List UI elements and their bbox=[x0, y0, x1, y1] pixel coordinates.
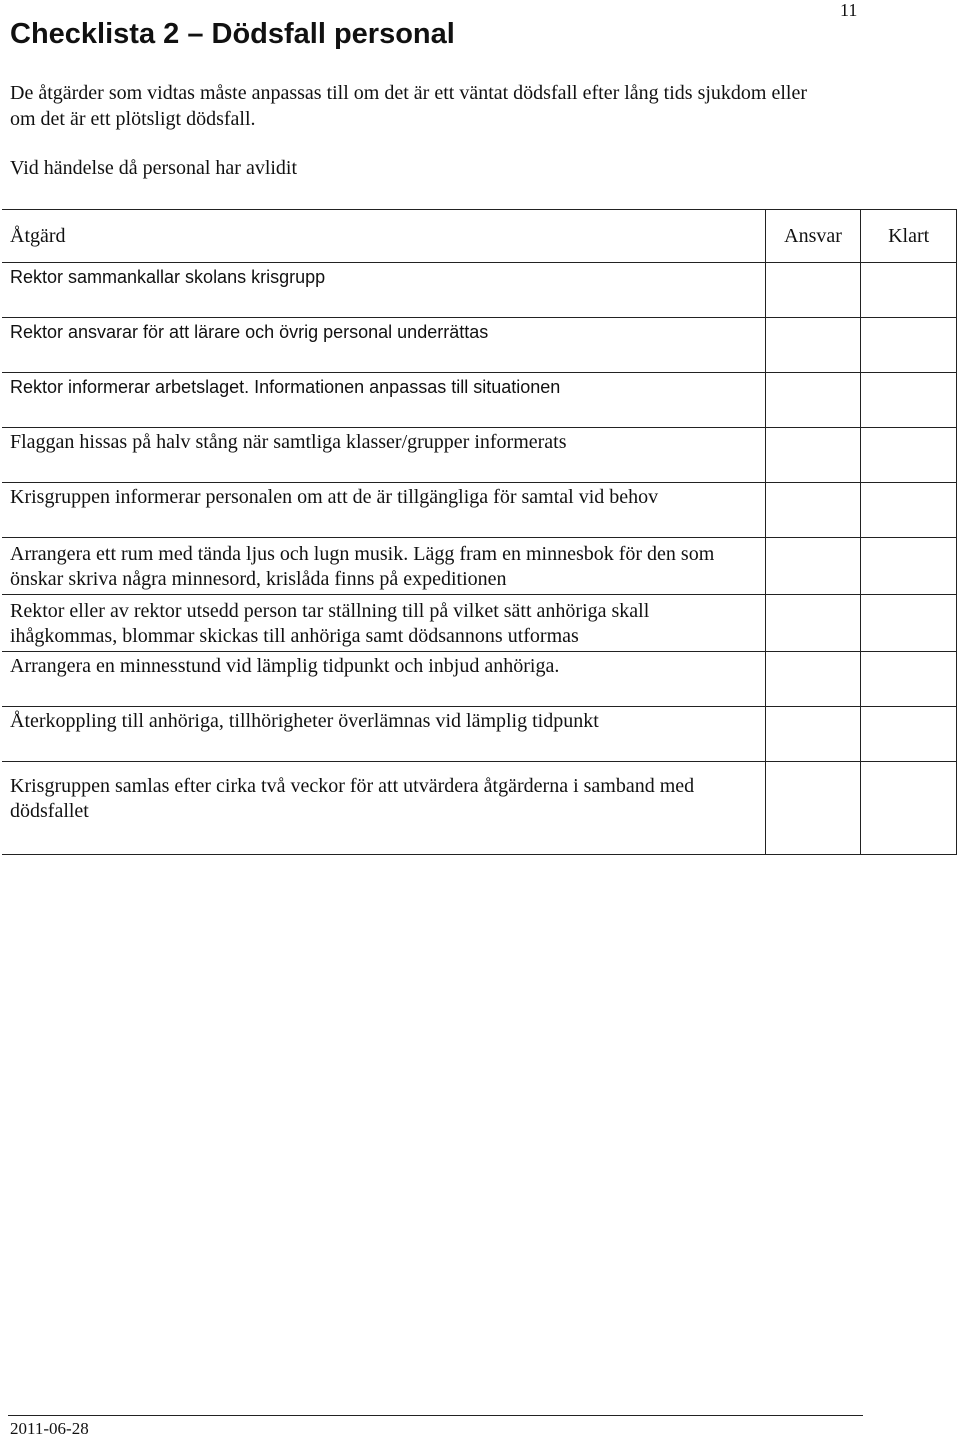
responsible-cell[interactable] bbox=[765, 318, 861, 373]
done-cell[interactable] bbox=[861, 595, 957, 652]
action-cell: Krisgruppen informerar personalen om att de är tillgängliga för samtal vid behov bbox=[2, 483, 765, 538]
table-row bbox=[2, 483, 957, 538]
action-cell: Rektor sammankallar skolans krisgrupp bbox=[2, 263, 765, 318]
responsible-cell[interactable] bbox=[765, 373, 861, 428]
responsible-cell[interactable] bbox=[765, 428, 861, 483]
footer-divider bbox=[8, 1415, 863, 1416]
responsible-cell[interactable] bbox=[765, 652, 861, 707]
header-responsible: Ansvar bbox=[765, 210, 861, 263]
header-done: Klart bbox=[861, 210, 957, 263]
done-cell[interactable] bbox=[861, 373, 957, 428]
table-header-row bbox=[2, 210, 957, 263]
table-row bbox=[2, 318, 957, 373]
table-row bbox=[2, 538, 957, 595]
action-cell: Arrangera en minnesstund vid lämplig tidpunkt och inbjud anhöriga. bbox=[2, 652, 765, 707]
done-cell[interactable] bbox=[861, 707, 957, 762]
responsible-cell[interactable] bbox=[765, 538, 861, 595]
responsible-cell[interactable] bbox=[765, 762, 861, 855]
action-cell: Återkoppling till anhöriga, tillhörigheter överlämnas vid lämplig tidpunkt bbox=[2, 707, 765, 762]
table-row bbox=[2, 707, 957, 762]
responsible-cell[interactable] bbox=[765, 707, 861, 762]
table-row bbox=[2, 652, 957, 707]
responsible-cell[interactable] bbox=[765, 263, 861, 318]
done-cell[interactable] bbox=[861, 483, 957, 538]
done-cell[interactable] bbox=[861, 652, 957, 707]
responsible-cell[interactable] bbox=[765, 483, 861, 538]
table-row bbox=[2, 428, 957, 483]
done-cell[interactable] bbox=[861, 538, 957, 595]
done-cell[interactable] bbox=[861, 263, 957, 318]
section-subheading: Vid händelse då personal har avlidit bbox=[10, 157, 298, 179]
table-row bbox=[2, 595, 957, 652]
table-row bbox=[2, 373, 957, 428]
table-row bbox=[2, 263, 957, 318]
action-cell: Rektor informerar arbetslaget. Informationen anpassas till situationen bbox=[2, 373, 765, 428]
action-cell: Flaggan hissas på halv stång när samtliga klasser/grupper informerats bbox=[2, 428, 765, 483]
done-cell[interactable] bbox=[861, 428, 957, 483]
done-cell[interactable] bbox=[861, 318, 957, 373]
header-action: Åtgärd bbox=[2, 210, 765, 263]
action-cell: Rektor eller av rektor utsedd person tar ställning till på vilket sätt anhöriga skall ihågkommas, blommar skickas till anhöriga samt dödsannons utformas bbox=[2, 595, 765, 652]
done-cell[interactable] bbox=[861, 762, 957, 855]
intro-paragraph: De åtgärder som vidtas måste anpassas till om det är ett väntat dödsfall efter lång tids sjukdom eller om det är ett plötsligt dödsfall. bbox=[10, 82, 808, 130]
action-cell: Krisgruppen samlas efter cirka två veckor för att utvärdera åtgärderna i samband med dödsfallet bbox=[2, 762, 765, 855]
page-title: Checklista 2 – Dödsfall personal bbox=[10, 18, 455, 50]
table-row bbox=[2, 762, 957, 855]
checklist-table bbox=[2, 209, 957, 855]
responsible-cell[interactable] bbox=[765, 595, 861, 652]
page-number: 11 bbox=[840, 0, 858, 20]
action-cell: Arrangera ett rum med tända ljus och lugn musik. Lägg fram en minnesbok för den som önskar skriva några minnesord, krislåda finns på expeditionen bbox=[2, 538, 765, 595]
footer-date: 2011-06-28 bbox=[10, 1419, 89, 1438]
action-cell: Rektor ansvarar för att lärare och övrig personal underrättas bbox=[2, 318, 765, 373]
